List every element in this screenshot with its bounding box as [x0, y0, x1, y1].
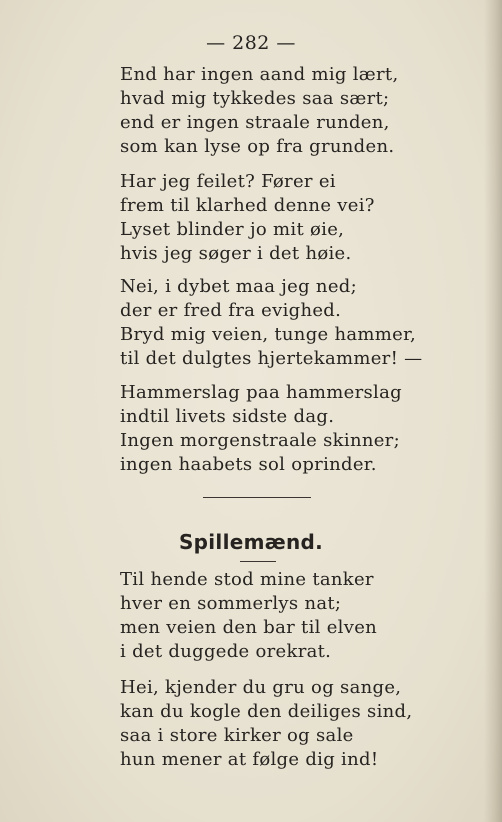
poem-line: Hammerslag paa hammerslag — [120, 382, 402, 403]
stanza-2 — [120, 170, 375, 266]
poem-line: frem til klarhed denne vei? — [120, 195, 375, 216]
title-underline — [240, 561, 276, 562]
stanza-5 — [120, 568, 377, 664]
poem-line: Hei, kjender du gru og sange, — [120, 677, 402, 698]
page-spine-shadow — [484, 0, 502, 822]
poem-line: saa i store kirker og sale — [120, 725, 354, 746]
poem-line: der er fred fra evighed. — [120, 300, 342, 321]
poem-line: Til hende stod mine tanker — [120, 569, 374, 590]
poem-line: indtil livets sidste dag. — [120, 406, 335, 427]
poem-line: Bryd mig veien, tunge hammer, — [120, 324, 417, 345]
poem-line: i det duggede orekrat. — [120, 641, 332, 662]
stanza-4 — [120, 381, 402, 477]
poem-line: hun mener at følge dig ind! — [120, 749, 379, 770]
stanza-3 — [120, 275, 422, 371]
poem-line: kan du kogle den deiliges sind, — [120, 701, 413, 722]
poem-line: hvad mig tykkedes saa sært; — [120, 88, 390, 109]
poem-line: men veien den bar til elven — [120, 617, 378, 638]
poem-line: end er ingen straale runden, — [120, 112, 390, 133]
poem-line: Lyset blinder jo mit øie, — [120, 219, 345, 240]
section-divider — [203, 497, 311, 498]
poem-line: hvis jeg søger i det høie. — [120, 243, 352, 264]
poem-line: ingen haabets sol oprinder. — [120, 454, 377, 475]
stanza-1 — [120, 63, 398, 159]
poem-line: som kan lyse op fra grunden. — [120, 136, 395, 157]
stanza-6 — [120, 676, 412, 772]
poem-title: Spillemænd. — [178, 530, 324, 554]
page-number: — 282 — — [206, 32, 296, 54]
poem-line: Nei, i dybet maa jeg ned; — [120, 276, 357, 297]
poem-line: hver en sommerlys nat; — [120, 593, 342, 614]
poem-line: Har jeg feilet? Fører ei — [120, 171, 336, 192]
poem-line: til det dulgtes hjertekammer! — — [120, 348, 423, 369]
poem-line: End har ingen aand mig lært, — [120, 64, 399, 85]
poem-line: Ingen morgenstraale skinner; — [120, 430, 400, 451]
